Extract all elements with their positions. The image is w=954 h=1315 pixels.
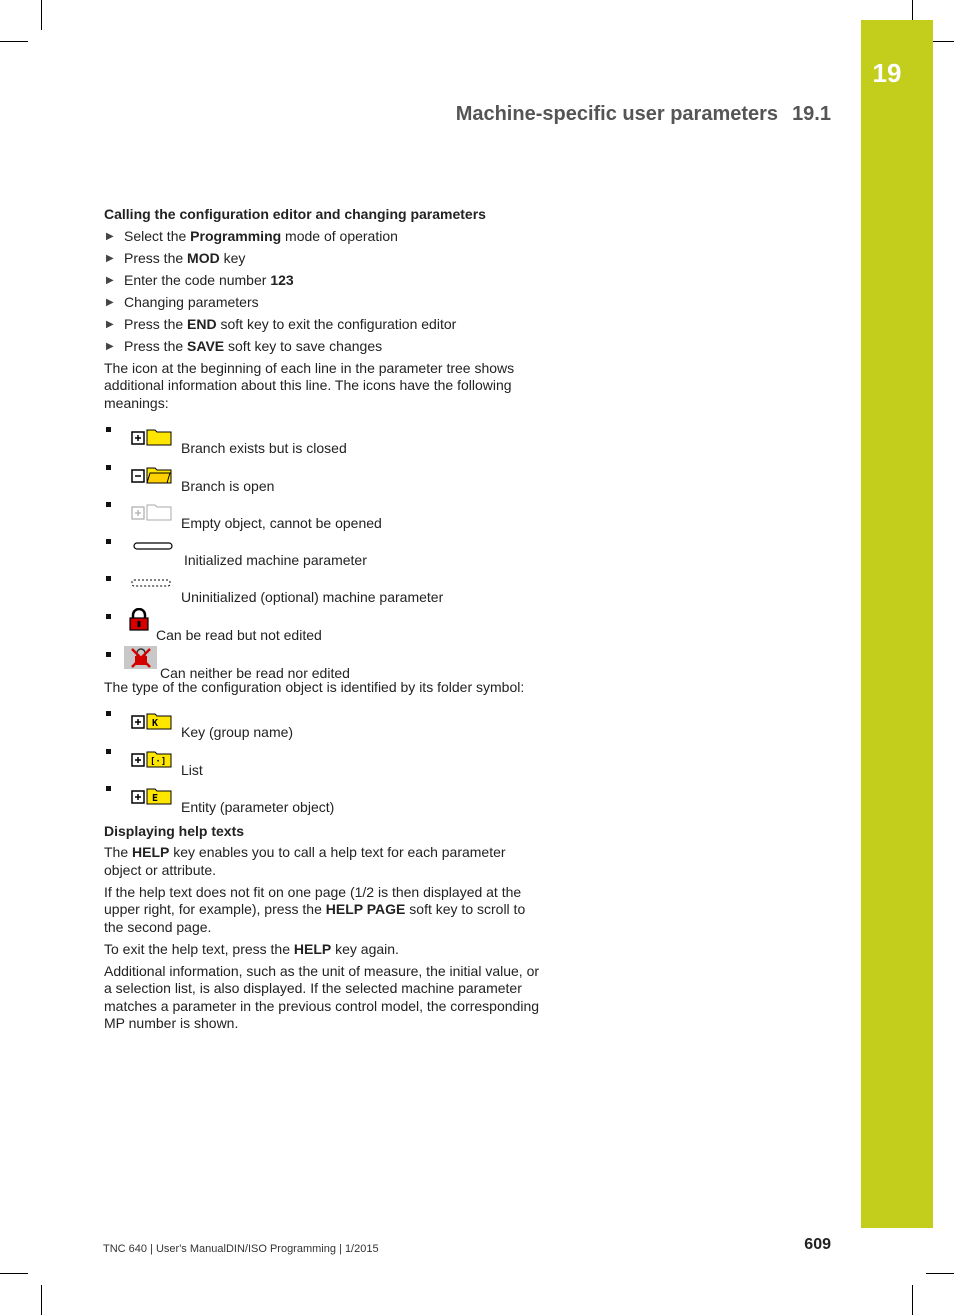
folder-intro: The type of the configuration object is identified by its folder symbol: [104, 678, 525, 695]
uninitialized-parameter-icon [131, 576, 173, 596]
crop-mark [912, 0, 913, 22]
folder-legend [104, 701, 544, 815]
legend-label: Initialized machine parameter [184, 551, 367, 568]
crop-mark [0, 1273, 28, 1274]
list-folder-icon [131, 749, 173, 769]
branch-closed-icon [131, 427, 173, 447]
page-number: 609 [804, 1236, 831, 1253]
arrow-icon: ▶ [106, 274, 114, 286]
step-item: ▶ Press the END soft key to exit the configuration editor [106, 315, 457, 332]
crop-mark [41, 0, 42, 30]
arrow-icon: ▶ [106, 252, 114, 264]
crop-mark [926, 1273, 954, 1274]
chapter-number: 19 [872, 58, 902, 88]
icon-legend [104, 417, 544, 679]
step-item: ▶ Press the SAVE soft key to save changes [106, 337, 383, 354]
legend-label: List [181, 761, 203, 778]
no-access-icon [124, 646, 158, 670]
entity-folder-icon [131, 786, 173, 806]
footer-text: TNC 640 | User's ManualDIN/ISO Programming | 1/2015 [103, 1243, 379, 1255]
arrow-icon: ▶ [106, 296, 114, 308]
initialized-parameter-icon [133, 539, 175, 559]
crop-mark [912, 1285, 913, 1315]
legend-label: Can be read but not edited [156, 626, 322, 643]
section-heading: Displaying help texts [104, 822, 245, 839]
arrow-icon: ▶ [106, 340, 114, 352]
svg-text:K: K [152, 717, 159, 729]
legend-label: Key (group name) [181, 723, 294, 740]
branch-open-icon [131, 465, 173, 485]
arrow-icon: ▶ [106, 230, 114, 242]
read-only-lock-icon [127, 608, 151, 632]
help-paragraph: To exit the help text, press the HELP key again. [104, 940, 399, 957]
step-item: ▶ Press the MOD key [106, 249, 246, 266]
section-heading: Calling the configuration editor and changing parameters [104, 206, 486, 222]
empty-object-icon [131, 502, 173, 522]
chapter-tab [861, 20, 933, 1228]
arrow-icon: ▶ [106, 318, 114, 330]
page-header [456, 103, 831, 126]
step-item: ▶ Changing parameters [106, 293, 259, 310]
header-title: Machine-specific user parameters [455, 103, 779, 125]
crop-mark [0, 41, 28, 42]
legend-label: Entity (parameter object) [181, 798, 335, 815]
help-paragraph: Additional information, such as the unit of measure, the initial value, or a selection list, is also displayed. If the selected machine parameter matches a parameter in the previous control model, the corresponding MP number is shown. [104, 962, 540, 1031]
key-folder-icon [131, 711, 173, 731]
header-section: 19.1 [792, 103, 831, 125]
main-content [104, 206, 544, 1037]
crop-mark [41, 1285, 42, 1315]
legend-label: Branch is open [181, 477, 275, 494]
legend-label: Branch exists but is closed [181, 439, 347, 456]
legend-label: Empty object, cannot be opened [181, 514, 382, 531]
legend-label: Uninitialized (optional) machine parameter [181, 588, 444, 605]
help-paragraph: The HELP key enables you to call a help text for each parameter object or attribute. [104, 844, 506, 878]
svg-text:E: E [152, 792, 159, 804]
icons-intro: The icon at the beginning of each line in the parameter tree shows additional information about this line. The icons have the following meanings: [104, 359, 515, 411]
step-item: ▶ Enter the code number 123 [106, 271, 294, 288]
help-paragraph: If the help text does not fit on one page (1/2 is then displayed at the upper right, for example), press the HELP PAGE soft key to scroll to the second page. [104, 883, 526, 935]
svg-text:[·]: [·] [150, 756, 167, 767]
step-item: ▶ Select the Programming mode of operation [106, 227, 398, 244]
legend-label: Can neither be read nor edited [160, 664, 350, 681]
